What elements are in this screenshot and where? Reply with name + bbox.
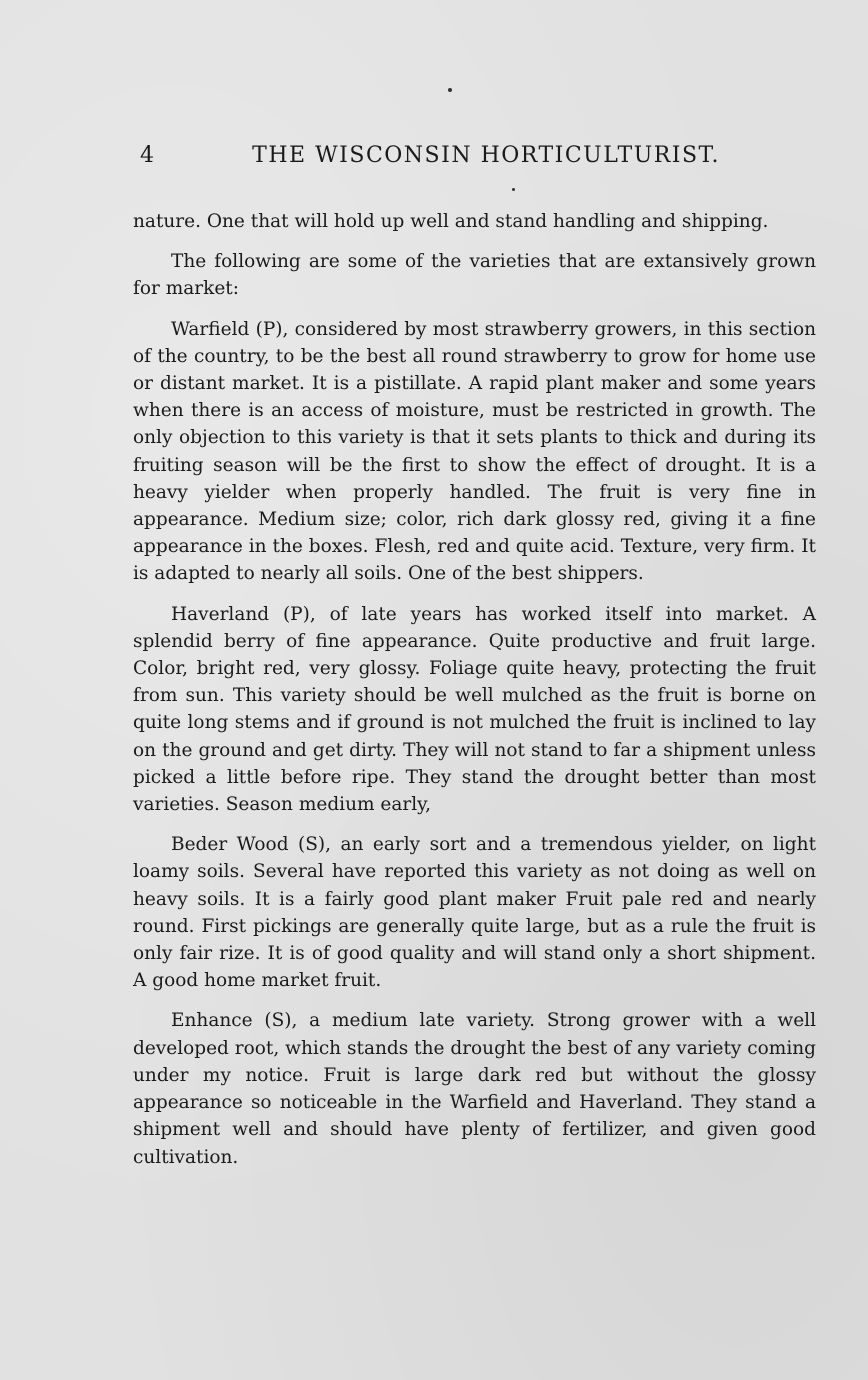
running-title: THE WISCONSIN HORTICULTURIST.: [252, 142, 720, 168]
page-number: 4: [140, 142, 154, 168]
page-header: [140, 138, 720, 172]
ink-speck: [512, 188, 515, 191]
paragraph-enhance: Enhance (S), a medium late variety. Strong grower with a well developed root, which stands the drought the best of any variety coming under my notice. Fruit is large dark red but without the glossy appearance so noticeable in the Warfield and Haverland. They stand a shipment well and should have plenty of fertilizer, and given good cultivation.: [133, 1010, 816, 1168]
ink-speck: [448, 88, 452, 92]
body-text: [133, 208, 816, 1184]
paragraph-haverland: Haverland (P), of late years has worked itself into market. A splendid berry of fine appearance. Quite productive and fruit large. Color, bright red, very glossy. Foliage quite heavy, protecting the fruit from sun. This variety should be well mulched as the fruit is borne on quite long stems and if ground is not mulched the fruit is inclined to lay on the ground and get dirty. They will not stand to far a shipment unless picked a little before ripe. They stand the drought better than most varieties. Season medium early,: [133, 603, 816, 816]
paragraph-beder-wood: Beder Wood (S), an early sort and a tremendous yielder, on light loamy soils. Several have reported this variety as not doing as well on heavy soils. It is a fairly good plant maker Fruit pale red and nearly round. First pickings are generally quite large, but as a rule the fruit is only fair rize. It is of good quality and will stand only a short shipment. A good home market fruit.: [133, 834, 816, 992]
paragraph-intro: The following are some of the varieties that are extansively grown for market:: [133, 251, 816, 300]
paragraph-continuation: nature. One that will hold up well and stand handling and shipping.: [133, 211, 769, 232]
paragraph-warfield: Warfield (P), considered by most strawberry growers, in this section of the country, to be the best all round strawberry to grow for home use or distant market. It is a pistillate. A rapid plant maker and some years when there is an access of moisture, must be restricted in growth. The only objection to this variety is that it sets plants to thick and during its fruiting season will be the first to show the effect of drought. It is a heavy yielder when properly handled. The fruit is very fine in appearance. Medium size; color, rich dark glossy red, giving it a fine appearance in the boxes. Flesh, red and quite acid. Texture, very firm. It is adapted to nearly all soils. One of the best shippers.: [133, 318, 816, 585]
